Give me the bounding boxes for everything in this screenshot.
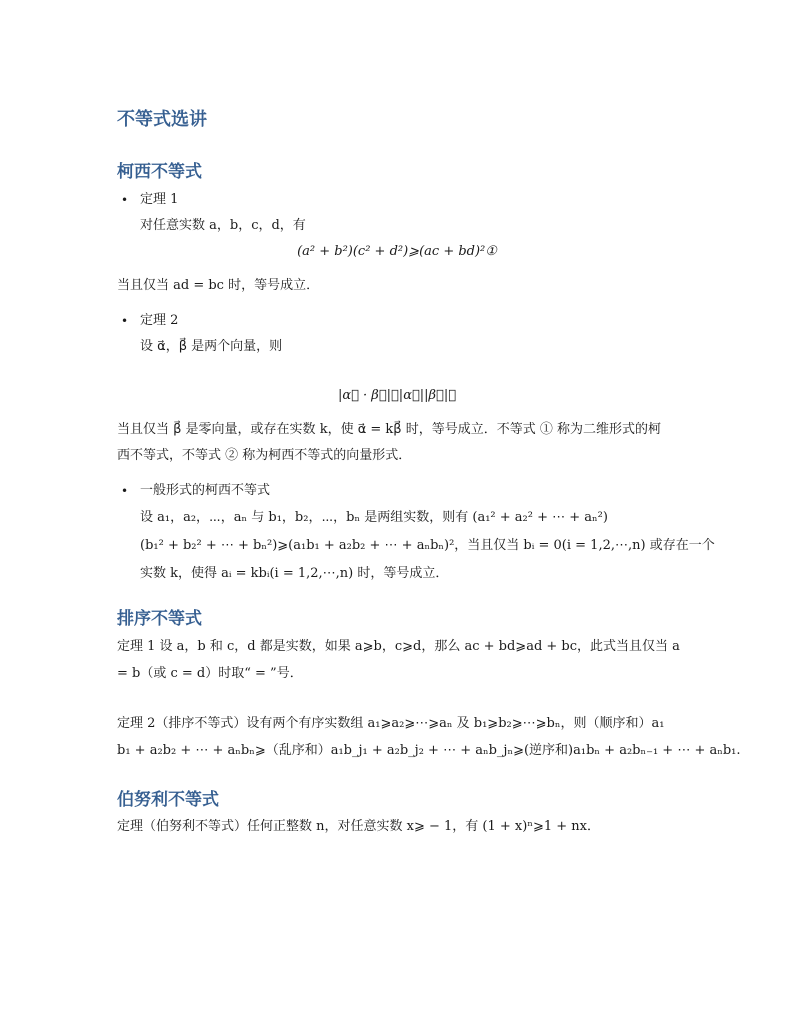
theorem-label: 定理 1 [140,192,179,207]
bullet-icon: • [121,314,129,328]
theorem-text: 定理（伯努利不等式）任何正整数 n，对任意实数 x⩾ − 1，有 (1 + x)ⁿ⩾1 + nx． [117,819,600,834]
condition-text: 当且仅当 β⃗ 是零向量，或存在实数 k，使 α⃗ = kβ⃗ 时，等号成立．不等式 ① 称为二维形式的柯 [117,422,662,437]
theorem-text: 定理 2（排序不等式）设有两个有序实数组 a₁⩾a₂⩾⋯⩾aₙ 及 b₁⩾b₂⩾⋯⩾bₙ，则（顺序和）a₁ [117,716,665,731]
bullet-icon: • [121,193,129,207]
theorem-text: 定理 1 设 a，b 和 c，d 都是实数，如果 a⩾b，c⩾d，那么 ac + bd⩾ad + bc，此式当且仅当 a [117,639,680,654]
heading-cauchy: 柯西不等式 [117,162,202,182]
bullet-icon: • [121,484,129,498]
theorem-text: 设 α⃗，β⃗ 是两个向量，则 [140,339,283,354]
theorem-text: b₁ + a₂b₂ + ⋯ + aₙbₙ⩾（乱序和）a₁b_j₁ + a₂b_j₂ + ⋯ + aₙb_jₙ⩾(逆序和)a₁bₙ + a₂bₙ₋₁ + ⋯ + aₙb₁. [117,743,741,758]
formula-1: (a² + b²)(c² + d²)⩾(ac + bd)²① [297,244,497,259]
theorem-text: 对任意实数 a，b，c，d，有 [140,218,306,233]
formula-2: |α⃗ · β⃗|⩽|α⃗||β⃗|② [337,388,457,403]
theorem-label: 一般形式的柯西不等式 [140,483,271,498]
condition-text: 当且仅当 ad = bc 时，等号成立． [117,278,320,293]
heading-rearrangement: 排序不等式 [117,609,202,629]
condition-text: 西不等式，不等式 ② 称为柯西不等式的向量形式． [117,448,412,463]
theorem-text: 设 a₁，a₂，⋯，aₙ 与 b₁，b₂，⋯，bₙ 是两组实数，则有 (a₁² + a₂² + ⋯ + aₙ²) [140,510,608,525]
theorem-label: 定理 2 [140,313,179,328]
page-title: 不等式选讲 [117,109,207,130]
heading-bernoulli: 伯努利不等式 [117,790,219,810]
theorem-text: = b（或 c = d）时取“ = ”号． [117,666,303,681]
theorem-text: (b₁² + b₂² + ⋯ + bₙ²)⩾(a₁b₁ + a₂b₂ + ⋯ + aₙbₙ)²，当且仅当 bᵢ = 0(i = 1,2,⋯,n) 或存在一个 [140,538,715,553]
theorem-text: 实数 k，使得 aᵢ = kbᵢ(i = 1,2,⋯,n) 时，等号成立． [140,566,449,581]
